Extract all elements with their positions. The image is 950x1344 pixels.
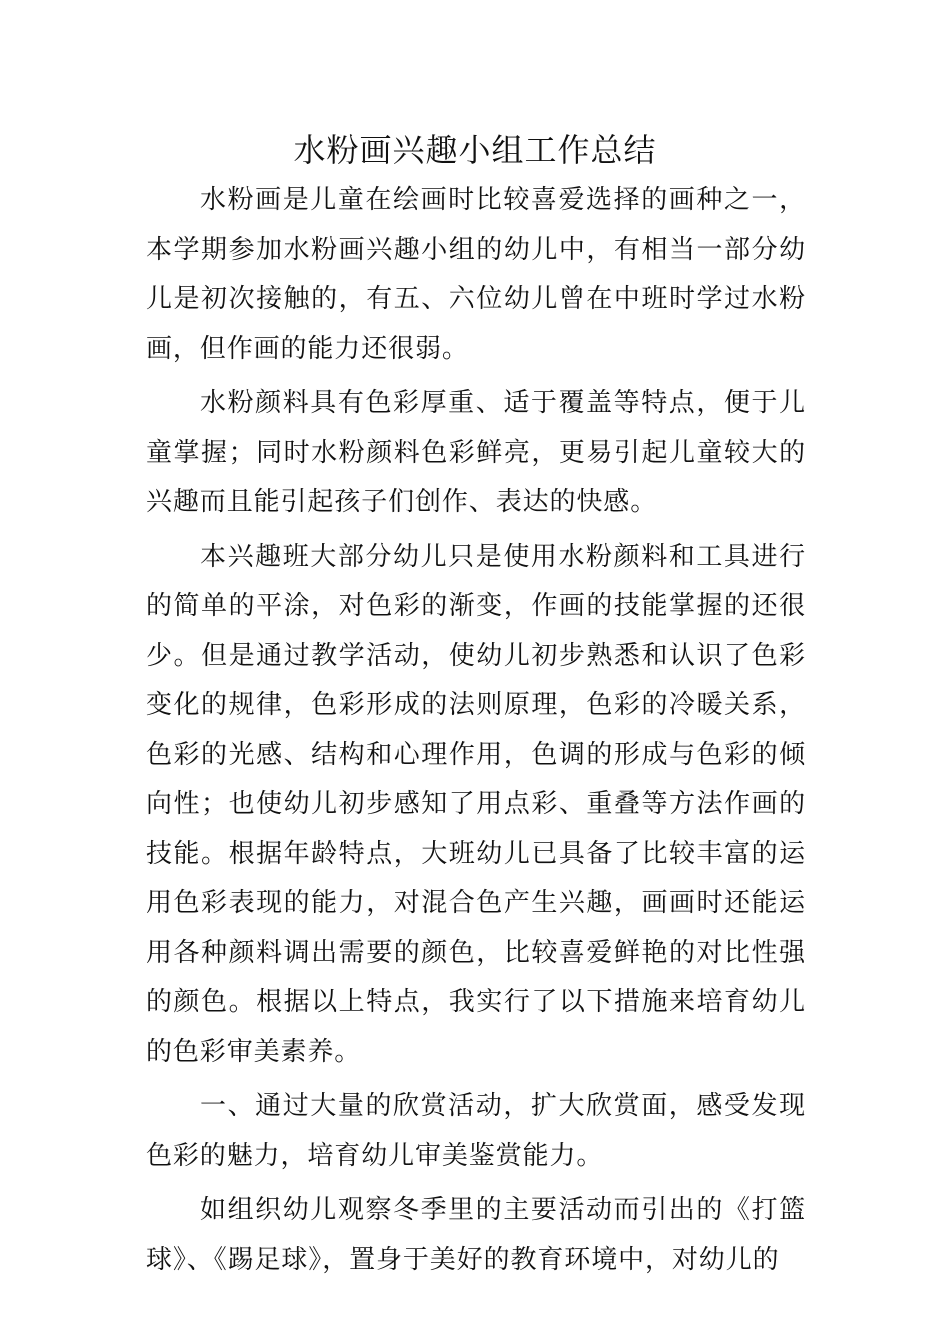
paragraph-measure-one: 一、通过大量的欣赏活动，扩大欣赏面，感受发现色彩的魅力，培育幼儿审美鉴赏能力。 bbox=[146, 1091, 806, 1171]
document-body bbox=[146, 176, 806, 1290]
paragraph-class-status: 本兴趣班大部分幼儿只是使用水粉颜料和工具进行的简单的平涂，对色彩的渐变，作画的技能掌握的还很少。但是通过教学活动，使幼儿初步熟悉和认识了色彩变化的规律，色彩形成的法则原理，色彩的冷暖关系，色彩的光感、结构和心理作用，色调的形成与色彩的倾向性；也使幼儿初步感知了用点彩、重叠等方法作画的技能。根据年龄特点，大班幼儿已具备了比较丰富的运用色彩表现的能力，对混合色产生兴趣，画画时还能运用各种颜料调出需要的颜色，比较喜爱鲜艳的对比性强的颜色。根据以上特点，我实行了以下措施来培育幼儿的色彩审美素养。 bbox=[146, 541, 806, 1067]
paragraph-intro: 水粉画是儿童在绘画时比较喜爱选择的画种之一，本学期参加水粉画兴趣小组的幼儿中，有相当一部分幼儿是初次接触的，有五、六位幼儿曾在中班时学过水粉画，但作画的能力还很弱。 bbox=[146, 185, 806, 364]
paragraph-example: 如组织幼儿观察冬季里的主要活动而引出的《打篮球》、《踢足球》，置身于美好的教育环境中，对幼儿的 bbox=[146, 1195, 806, 1275]
document-title: 水粉画兴趣小组工作总结 bbox=[293, 131, 657, 169]
paragraph-paint-features: 水粉颜料具有色彩厚重、适于覆盖等特点，便于儿童掌握；同时水粉颜料色彩鲜亮，更易引起儿童较大的兴趣而且能引起孩子们创作、表达的快感。 bbox=[146, 388, 806, 517]
